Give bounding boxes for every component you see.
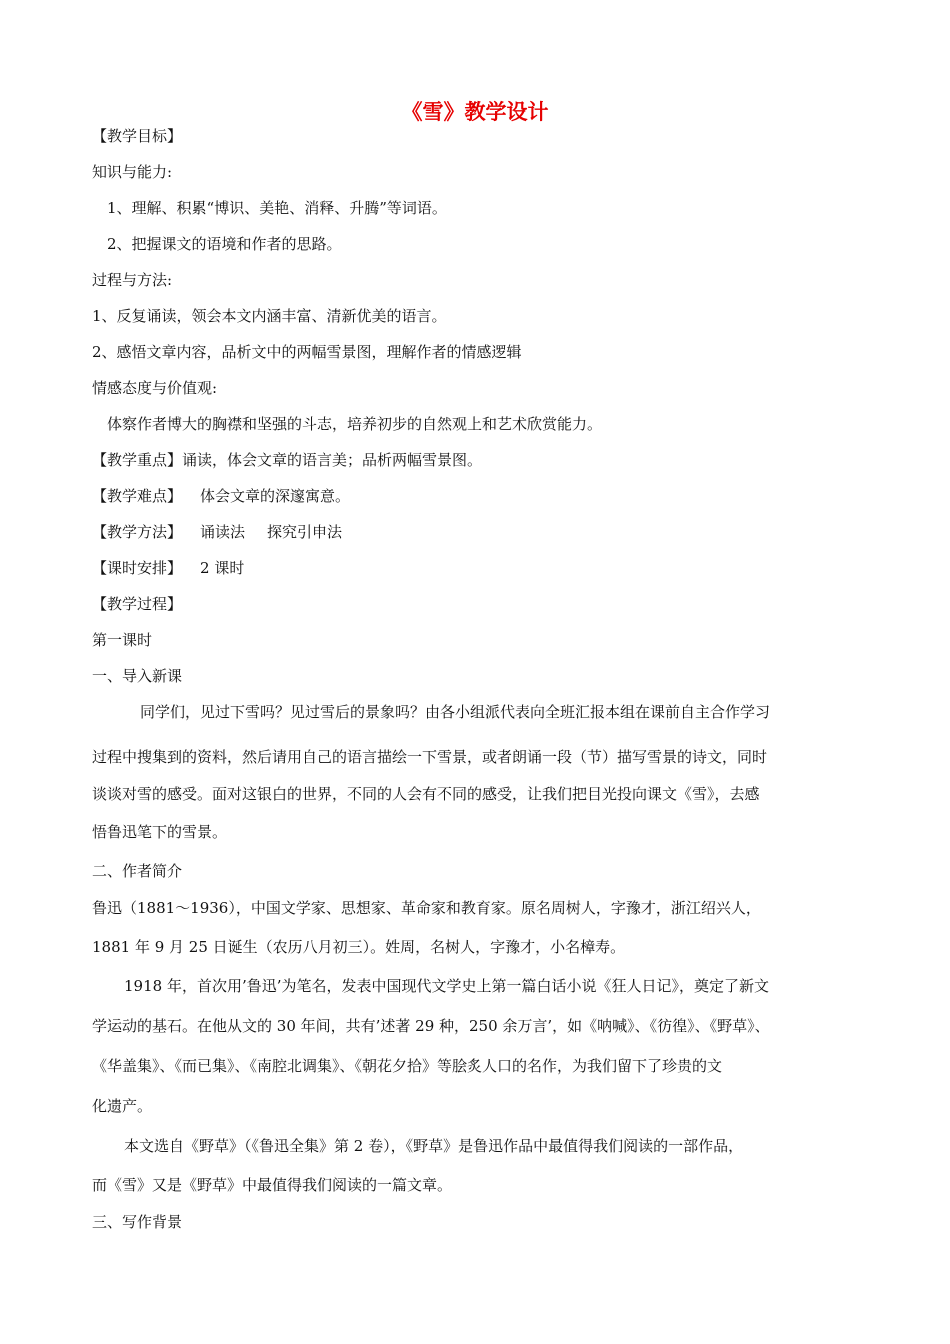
key-points-text: 诵读，体会文章的语言美；品析两幅雪景图。	[182, 451, 483, 469]
paragraph-line: 学运动的基石。在他从文的 30 年间，共有’述著 29 种，250 余万言’，如《呐喊》、《彷徨》、《野草》、	[92, 1017, 770, 1035]
schedule-row	[92, 558, 244, 578]
paragraph-line: 1918 年，首次用’鲁迅’为笔名，发表中国现代文学史上第一篇白话小说《狂人日记》，奠定了新文	[124, 977, 769, 995]
methods-text: 诵读法	[200, 523, 246, 541]
knowledge-item: 1、理解、积累“博识、美艳、消释、升腾”等词语。	[107, 199, 447, 217]
difficulties-label: 【教学难点】	[92, 487, 183, 505]
emotion-text: 体察作者博大的胸襟和坚强的斗志，培养初步的自然观上和艺术欣赏能力。	[107, 415, 603, 433]
difficulties-row	[92, 486, 350, 506]
process-item: 2、感悟文章内容，品析文中的两幅雪景图，理解作者的情感逻辑	[92, 343, 522, 361]
paragraph-line: 过程中搜集到的资料，然后请用自己的语言描绘一下雪景，或者朗诵一段（节）描写雪景的诗文，同时	[92, 748, 768, 766]
process-heading: 过程与方法:	[92, 271, 173, 289]
lesson1-heading: 第一课时	[92, 631, 153, 649]
paragraph-line: 而《雪》又是《野草》中最值得我们阅读的一篇文章。	[92, 1176, 453, 1194]
key-points-label: 【教学重点】	[92, 451, 183, 469]
paragraph-line: 鲁迅（1881～1936），中国文学家、思想家、革命家和教育家。原名周树人，字豫才，浙江绍兴人，	[92, 899, 761, 917]
paragraph-line: 谈谈对雪的感受。面对这银白的世界，不同的人会有不同的感受，让我们把目光投向课文《雪》，去感	[92, 785, 760, 803]
paragraph-line: 悟鲁迅笔下的雪景。	[92, 823, 228, 841]
schedule-text: 2 课时	[200, 559, 245, 577]
methods-row	[92, 522, 342, 542]
key-points-row	[92, 450, 482, 470]
section2-heading: 二、作者简介	[92, 862, 183, 880]
knowledge-item: 2、把握课文的语境和作者的思路。	[107, 235, 342, 253]
schedule-label: 【课时安排】	[92, 559, 183, 577]
paragraph-line: 1881 年 9 月 25 日诞生（农历八月初三）。姓周，名树人，字豫才，小名樟寿。	[92, 938, 626, 956]
process-item: 1、反复诵读，领会本文内涵丰富、清新优美的语言。	[92, 307, 447, 325]
methods-label: 【教学方法】	[92, 523, 183, 541]
difficulties-text: 体会文章的深邃寓意。	[200, 487, 351, 505]
objectives-heading: 【教学目标】	[92, 127, 183, 145]
knowledge-heading: 知识与能力:	[92, 163, 173, 181]
procedure-heading: 【教学过程】	[92, 595, 183, 613]
methods-text: 探究引申法	[267, 523, 343, 541]
paragraph-line: 《华盖集》、《而已集》、《南腔北调集》、《朝花夕拾》等脍炙人口的名作，为我们留下了珍贵的文	[92, 1057, 723, 1075]
section1-heading: 一、导入新课	[92, 667, 183, 685]
emotion-heading: 情感态度与价值观:	[92, 379, 218, 397]
section3-heading: 三、写作背景	[92, 1213, 183, 1231]
paragraph-line: 化遗产。	[92, 1097, 153, 1115]
document-title: 《雪》教学设计	[401, 100, 549, 124]
paragraph-line: 本文选自《野草》（《鲁迅全集》第 2 卷），《野草》是鲁迅作品中最值得我们阅读的一部作品，	[124, 1137, 744, 1155]
paragraph-line: 同学们，见过下雪吗？见过雪后的景象吗？由各小组派代表向全班汇报本组在课前自主合作学习	[140, 703, 771, 721]
